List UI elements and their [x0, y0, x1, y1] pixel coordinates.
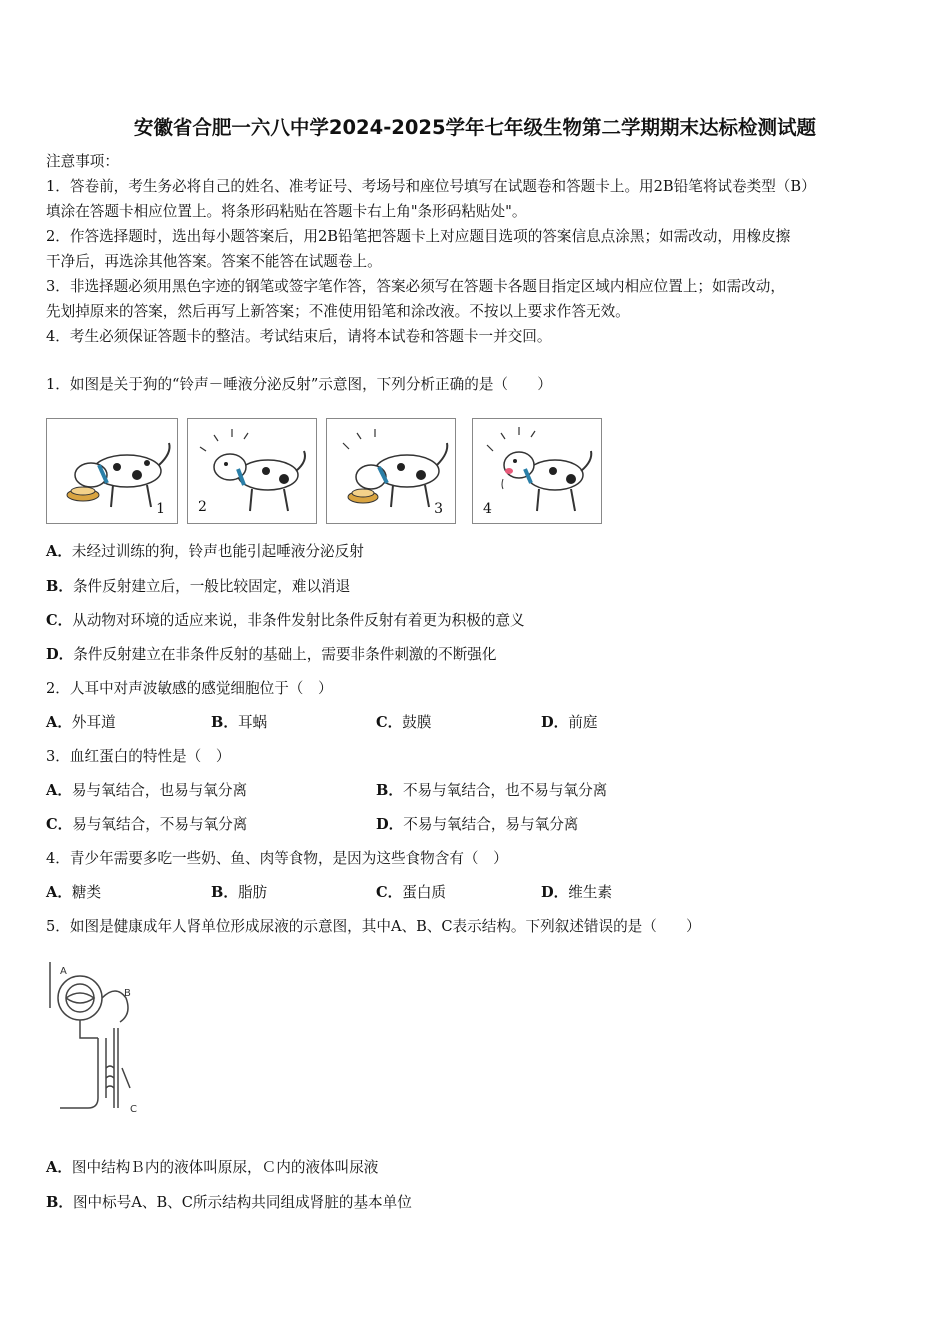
- notice-line: 2．作答选择题时，选出每小题答案后，用2B铅笔把答题卡上对应题目选项的答案信息点涂黑；如需改动，用橡皮擦: [46, 228, 791, 245]
- option-label: D．: [46, 646, 74, 663]
- dog-panel-2: [187, 418, 317, 524]
- q2-option-b[interactable]: [211, 713, 267, 733]
- question-3-stem: 3．血红蛋白的特性是（ ）: [46, 748, 231, 765]
- option-text: 耳蜗: [237, 714, 268, 731]
- q1-option-b[interactable]: [46, 577, 350, 597]
- option-text: 易与氧结合，不易与氧分离: [72, 816, 248, 833]
- option-text: 从动物对环境的适应来说，非条件发射比条件反射有着更为积极的意义: [72, 612, 525, 629]
- page-title: 安徽省合肥一六八中学2024-2025学年七年级生物第二学期期末达标检测试题: [133, 116, 817, 139]
- question-2-stem: 2．人耳中对声波敏感的感觉细胞位于（ ）: [46, 680, 333, 697]
- diagram-label-a: A: [60, 966, 67, 977]
- nephron-illustration: [46, 948, 146, 1128]
- q2-option-a[interactable]: [46, 713, 116, 733]
- notice-heading: 注意事项：: [46, 153, 119, 170]
- q4-option-a[interactable]: [46, 883, 101, 903]
- notice-line: 3．非选择题必须用黑色字迹的钢笔或签字笔作答，答案必须写在答题卡各题目指定区域内相应位置上；如需改动，: [46, 278, 785, 295]
- option-label: B．: [46, 578, 73, 595]
- option-label: D．: [376, 816, 404, 833]
- q5-option-a[interactable]: [46, 1158, 378, 1178]
- option-text: 未经过训练的狗，铃声也能引起唾液分泌反射: [71, 543, 364, 560]
- option-text: 蛋白质: [402, 884, 447, 901]
- q2-option-d[interactable]: [541, 713, 597, 733]
- diagram-label-b: B: [124, 988, 131, 999]
- option-label: C．: [46, 816, 73, 833]
- nephron-diagram: [46, 948, 146, 1128]
- option-label: D．: [541, 884, 569, 901]
- option-text: 图中标号A、B、C所示结构共同组成肾脏的基本单位: [72, 1194, 412, 1211]
- option-label: B．: [211, 884, 238, 901]
- option-text: 不易与氧结合，也不易与氧分离: [402, 782, 608, 799]
- option-label: B．: [211, 714, 238, 731]
- notice-line: 4．考生必须保证答题卡的整洁。考试结束后，请将本试卷和答题卡一并交回。: [46, 328, 552, 345]
- diagram-label-c: C: [130, 1104, 137, 1115]
- dog-hearing-bell-illustration: [188, 419, 316, 523]
- dog-salivating-illustration: [473, 419, 601, 523]
- option-label: A．: [46, 1159, 72, 1176]
- q4-option-b[interactable]: [211, 883, 267, 903]
- option-text: 条件反射建立后，一般比较固定，难以消退: [72, 578, 351, 595]
- option-label: C．: [376, 884, 403, 901]
- notice-line: 填涂在答题卡相应位置上。将条形码粘贴在答题卡右上角"条形码粘贴处"。: [46, 203, 527, 220]
- option-label: A．: [46, 884, 72, 901]
- option-text: 图中结构Ｂ内的液体叫原尿，Ｃ内的液体叫尿液: [71, 1159, 379, 1176]
- q4-option-d[interactable]: [541, 883, 612, 903]
- option-text: 外耳道: [71, 714, 116, 731]
- option-text: 脂肪: [237, 884, 268, 901]
- panel-number: 2: [198, 499, 207, 515]
- q5-option-b[interactable]: [46, 1193, 412, 1213]
- q1-option-c[interactable]: [46, 611, 525, 631]
- dog-panel-1: [46, 418, 178, 524]
- q2-option-c[interactable]: [376, 713, 431, 733]
- option-text: 糖类: [71, 884, 102, 901]
- notice-line: 先划掉原来的答案，然后再写上新答案；不准使用铅笔和涂改液。不按以上要求作答无效。: [46, 303, 630, 320]
- panel-number: 4: [483, 501, 492, 517]
- q4-option-c[interactable]: [376, 883, 446, 903]
- option-text: 前庭: [568, 714, 598, 731]
- option-label: A．: [46, 543, 72, 560]
- option-text: 条件反射建立在非条件反射的基础上，需要非条件刺激的不断强化: [73, 646, 497, 663]
- option-label: C．: [46, 612, 73, 629]
- dog-panel-3: [326, 418, 456, 524]
- notice-line: 1．答卷前，考生务必将自己的姓名、准考证号、考场号和座位号填写在试题卷和答题卡上。用2B铅笔将试卷类型（B）: [46, 178, 816, 195]
- q1-option-a[interactable]: [46, 542, 364, 562]
- option-label: A．: [46, 714, 72, 731]
- option-label: B．: [46, 1194, 73, 1211]
- option-text: 维生素: [568, 884, 613, 901]
- question-1-stem: 1．如图是关于狗的“铃声－唾液分泌反射”示意图，下列分析正确的是（ ）: [46, 376, 552, 393]
- panel-number: 3: [434, 501, 443, 517]
- option-label: C．: [376, 714, 403, 731]
- q1-option-d[interactable]: [46, 645, 496, 665]
- notice-line: 干净后，再选涂其他答案。答案不能答在试题卷上。: [46, 253, 382, 270]
- option-label: B．: [376, 782, 403, 799]
- option-text: 易与氧结合，也易与氧分离: [71, 782, 248, 799]
- option-label: A．: [46, 782, 72, 799]
- dog-panel-4: [472, 418, 602, 524]
- dog-reflex-figure: [46, 418, 606, 524]
- q3-option-d[interactable]: [376, 815, 578, 835]
- q3-option-b[interactable]: [376, 781, 607, 801]
- question-4-stem: 4．青少年需要多吃一些奶、鱼、肉等食物，是因为这些食物含有（ ）: [46, 850, 508, 867]
- option-label: D．: [541, 714, 569, 731]
- panel-number: 1: [156, 501, 165, 517]
- q3-option-a[interactable]: [46, 781, 247, 801]
- q3-option-c[interactable]: [46, 815, 247, 835]
- question-5-stem: 5．如图是健康成年人肾单位形成尿液的示意图，其中A、B、C表示结构。下列叙述错误的是（ ）: [46, 918, 701, 935]
- option-text: 不易与氧结合，易与氧分离: [403, 816, 579, 833]
- option-text: 鼓膜: [402, 714, 432, 731]
